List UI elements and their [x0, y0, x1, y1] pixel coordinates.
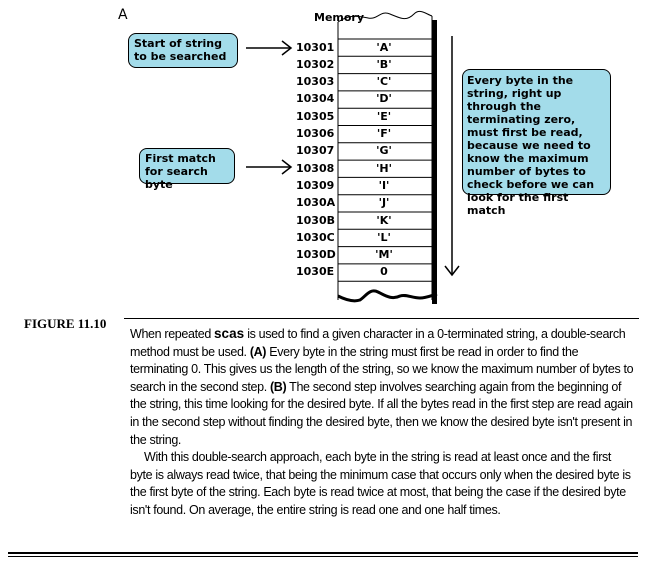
callout-read-every-byte: Every byte in the string, right up through the terminating zero, must first be read, because we need to know the maximum number of bytes to check before we can look for the first match	[462, 69, 611, 195]
caption-paragraph-1	[130, 325, 636, 449]
scan-down-arrow-icon	[445, 36, 459, 275]
caption-paragraph-2: With this double-search approach, each byte in the string is read at least once and the first byte is always read twice, that being the minimum case that occurs only when the desired byte is the first byte of the string. Each byte is read twice at most, that being the case if the desired byte isn't found. On average, the entire string is read one and one half times.	[130, 450, 631, 517]
callout-start-of-string: Start of string to be searched	[128, 33, 238, 68]
figure-caption	[130, 325, 636, 520]
memory-address: 10301	[296, 40, 335, 54]
memory-cell-value: 'H'	[376, 161, 392, 175]
memory-cell-value: 'M'	[375, 248, 393, 262]
caption-text: The second step involves searching again from the beginning of the string, this time looking for the desired byte. If all the bytes read in the first step are read again in the second step without finding the desired byte, then we know the desired byte isn't present in the string.	[130, 379, 633, 447]
caption-top-rule	[124, 318, 639, 319]
memory-cell-value: 'L'	[377, 230, 391, 244]
memory-address: 10308	[296, 161, 335, 175]
memory-address: 1030D	[296, 248, 336, 262]
memory-cell-value: 'I'	[378, 178, 390, 192]
memory-cell-value: 'K'	[376, 213, 392, 227]
memory-address: 1030A	[296, 196, 336, 210]
arrow-to-10301-icon	[246, 41, 291, 55]
arrow-to-10308-icon	[246, 160, 291, 174]
caption-text: When repeated	[130, 327, 215, 341]
memory-cell-value: 'G'	[376, 144, 392, 158]
memory-address: 10309	[296, 178, 335, 192]
memory-address: 10306	[296, 127, 335, 140]
figure-label: FIGURE 11.10	[24, 316, 107, 331]
memory-cell-value: 'D'	[376, 92, 392, 106]
memory-address: 10307	[296, 144, 335, 158]
memory-address: 1030B	[296, 213, 335, 227]
memory-address: 1030C	[296, 230, 335, 244]
memory-cell-value: 'F'	[376, 127, 392, 140]
memory-cell-value: 'B'	[376, 57, 392, 71]
memory-title: Memory	[314, 11, 365, 24]
memory-cell-value: 'E'	[376, 109, 392, 123]
caption-text: Every byte in the string must first be read in order to find the terminating 0. This gives us the length of the string, so we know the maximum number of bytes to search in the second step.	[130, 344, 634, 394]
memory-address: 10305	[296, 109, 335, 123]
caption-marker-b: (B)	[269, 379, 287, 394]
memory-address: 1030E	[296, 265, 335, 279]
memory-cell-value: 'A'	[376, 40, 392, 54]
memory-cell-value: 0	[380, 265, 388, 279]
caption-text: is used to find a given character in a 0-terminated string, a double-search method must be used.	[130, 327, 626, 359]
memory-address: 10302	[296, 57, 335, 71]
panel-label: A	[118, 7, 128, 23]
bottom-rule-thick	[8, 552, 638, 554]
memory-address: 10303	[296, 75, 335, 89]
bottom-rule-thin	[8, 556, 638, 557]
caption-marker-a: (A)	[249, 344, 267, 359]
memory-address: 10304	[296, 92, 335, 106]
memory-cell-value: 'C'	[376, 75, 392, 89]
memory-cell-value: 'J'	[378, 196, 390, 210]
caption-keyword-scas: scas	[214, 326, 245, 341]
callout-first-match: First match for search byte	[139, 148, 235, 184]
